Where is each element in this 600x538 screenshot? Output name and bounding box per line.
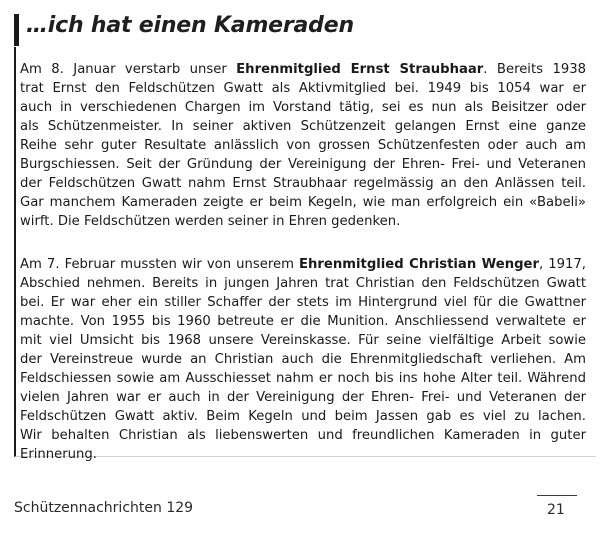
paragraph-line: der Feldschützen Gwatt nahm Ernst Straubhaar regelmässig an den Anlässen teil. <box>20 176 586 191</box>
text-run: Am 7. Februar mussten wir von unserem <box>20 257 300 272</box>
paragraph-line: bei. Er war eher ein stiller Schaffer der stets im Hintergrund viel für die Gwattner <box>20 295 586 310</box>
text-run: , 1917, <box>538 257 586 272</box>
page-number: 21 <box>547 502 565 518</box>
page-number-rule <box>537 495 577 496</box>
text-run: Am 8. Januar verstarb unser <box>20 62 237 77</box>
paragraph-line: vielen Jahren war er auch in der Vereinigung der Ehren- Frei- und Veteranen der <box>20 390 586 405</box>
paragraph-line: Erinnerung. <box>20 447 97 462</box>
paragraph-line: Burgschiessen. Seit der Gründung der Vereinigung der Ehren- Frei- und Veteranen <box>20 157 586 172</box>
paragraph-line: machte. Von 1955 bis 1960 betreute er die Munition. Anschliessend verwaltete er <box>20 314 586 329</box>
paragraph-line: der Vereinstreue wurde an Christian auch die Ehrenmitgliedschaft verliehen. Am <box>20 352 586 367</box>
paragraph-line <box>20 60 586 79</box>
paragraph-line: Feldschützen Gwatt aktiv. Beim Kegeln und beim Jassen gab es viel zu lachen. <box>20 409 586 424</box>
paragraph-christian-wenger <box>20 255 586 464</box>
bold-name: Ehrenmitglied Christian Wenger <box>299 257 539 272</box>
paragraph-line: Reihe sehr guter Resultate anlässlich von grossen Schützenfesten oder auch am <box>20 138 586 153</box>
paragraph-line: wirft. Die Feldschützen werden seiner in Ehren gedenken. <box>20 214 401 229</box>
paragraph-line: als Schützenmeister. In seiner aktiven Schützenzeit gelangen Ernst eine ganze <box>20 119 586 134</box>
paragraph-line: Feldschiessen sowie am Ausschiesset nahm er noch bis ins hohe Alter teil. Während <box>20 371 586 386</box>
paragraph-line: auch in verschiedenen Chargen im Vorstand tätig, sei es nun als Beisitzer oder <box>20 100 586 115</box>
article-title: …ich hat einen Kameraden <box>26 13 354 38</box>
bold-name: Ehrenmitglied Ernst Straubhaar <box>236 62 484 77</box>
paragraph-line: Gar manchem Kameraden zeigte er beim Kegeln, wie man erfolgreich ein «Babeli» <box>20 195 586 210</box>
paragraph-line <box>20 255 586 274</box>
text-run: . Bereits 1938 <box>483 62 586 77</box>
title-accent-bar <box>14 14 19 46</box>
paragraph-line: Wir behalten Christian als liebenswerten und freundlichen Kameraden in guter <box>20 428 586 443</box>
paragraph-ernst-straubhaar <box>20 60 586 231</box>
paragraph-line: mit viel Umsicht bis 1968 unsere Vereinskasse. Für seine vielfältige Arbeit sowie <box>20 333 586 348</box>
paragraph-line: Abschied nehmen. Bereits in jungen Jahren trat Christian den Feldschützen Gwatt <box>20 276 586 291</box>
publication-name: Schützennachrichten 129 <box>14 500 194 516</box>
paragraph-line: trat Ernst den Feldschützen Gwatt als Aktivmitglied bei. 1949 bis 1054 war er <box>20 81 586 96</box>
